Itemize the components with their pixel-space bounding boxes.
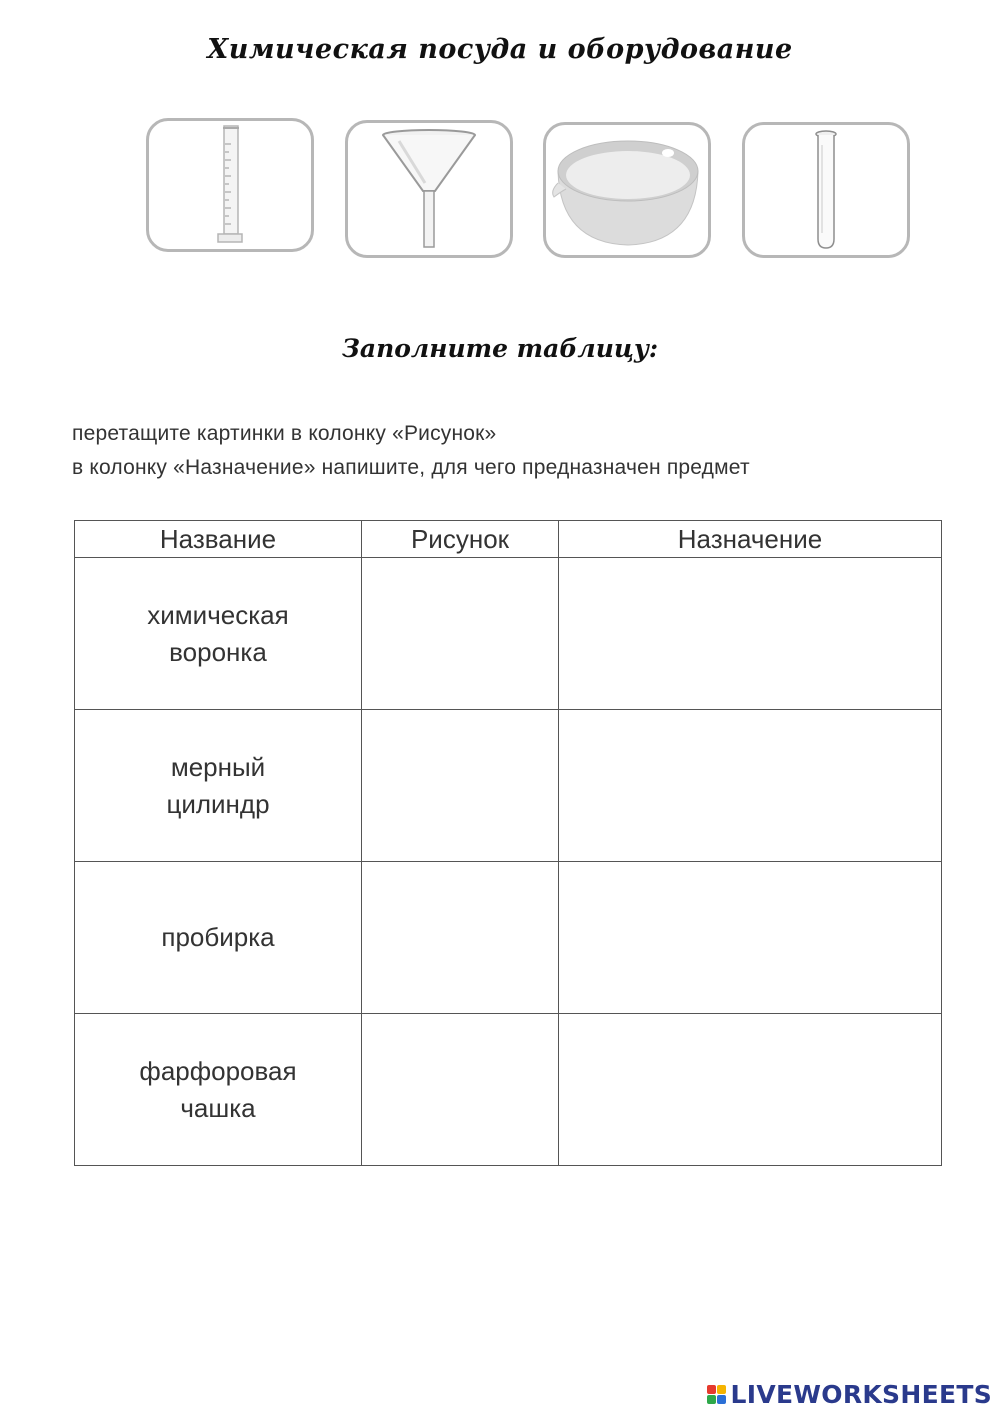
item-name: фарфоровая чашка [139,1055,297,1123]
item-name: химическая воронка [147,599,289,667]
item-name: мерный цилиндр [166,751,270,819]
page-title: Химическая посуда и оборудование [207,34,793,65]
item-name-cell [75,1014,362,1166]
item-name-cell [75,710,362,862]
purpose-input[interactable] [559,710,942,862]
instruction-line-1: перетащите картинки в колонку «Рисунок» [72,422,497,445]
table-row [75,862,942,1014]
image-card-porcelain-dish[interactable] [543,122,711,258]
image-card-measuring-cylinder[interactable] [146,118,314,252]
instruction-line-2: в колонку «Назначение» напишите, для чего предназначен предмет [72,456,750,479]
item-name: пробирка [161,922,275,952]
brand-text: LIVEWORKSHEETS [730,1380,992,1409]
worksheet-table [74,520,942,1166]
liveworksheets-brand [707,1380,992,1409]
test-tube-icon [814,129,838,251]
image-card-funnel[interactable] [345,120,513,258]
porcelain-dish-icon [548,131,706,249]
table-header-row [75,521,942,558]
logo-square-yellow [717,1385,726,1394]
column-header-purpose: Назначение [559,521,942,558]
purpose-input[interactable] [559,862,942,1014]
picture-drop-zone[interactable] [362,558,559,710]
image-card-test-tube[interactable] [742,122,910,258]
item-name-cell [75,558,362,710]
funnel-icon [379,127,479,251]
table-row [75,1014,942,1166]
logo-square-green [707,1395,716,1404]
item-name-cell [75,862,362,1014]
column-header-picture: Рисунок [362,521,559,558]
section-title: Заполните таблицу: [341,334,659,363]
logo-square-red [707,1385,716,1394]
column-header-name: Название [75,521,362,558]
purpose-input[interactable] [559,558,942,710]
table-row [75,558,942,710]
measuring-cylinder-icon [210,124,250,246]
picture-drop-zone[interactable] [362,862,559,1014]
purpose-input[interactable] [559,1014,942,1166]
logo-square-blue [717,1395,726,1404]
table-row [75,710,942,862]
picture-drop-zone[interactable] [362,1014,559,1166]
liveworksheets-logo-icon [707,1385,726,1404]
picture-drop-zone[interactable] [362,710,559,862]
